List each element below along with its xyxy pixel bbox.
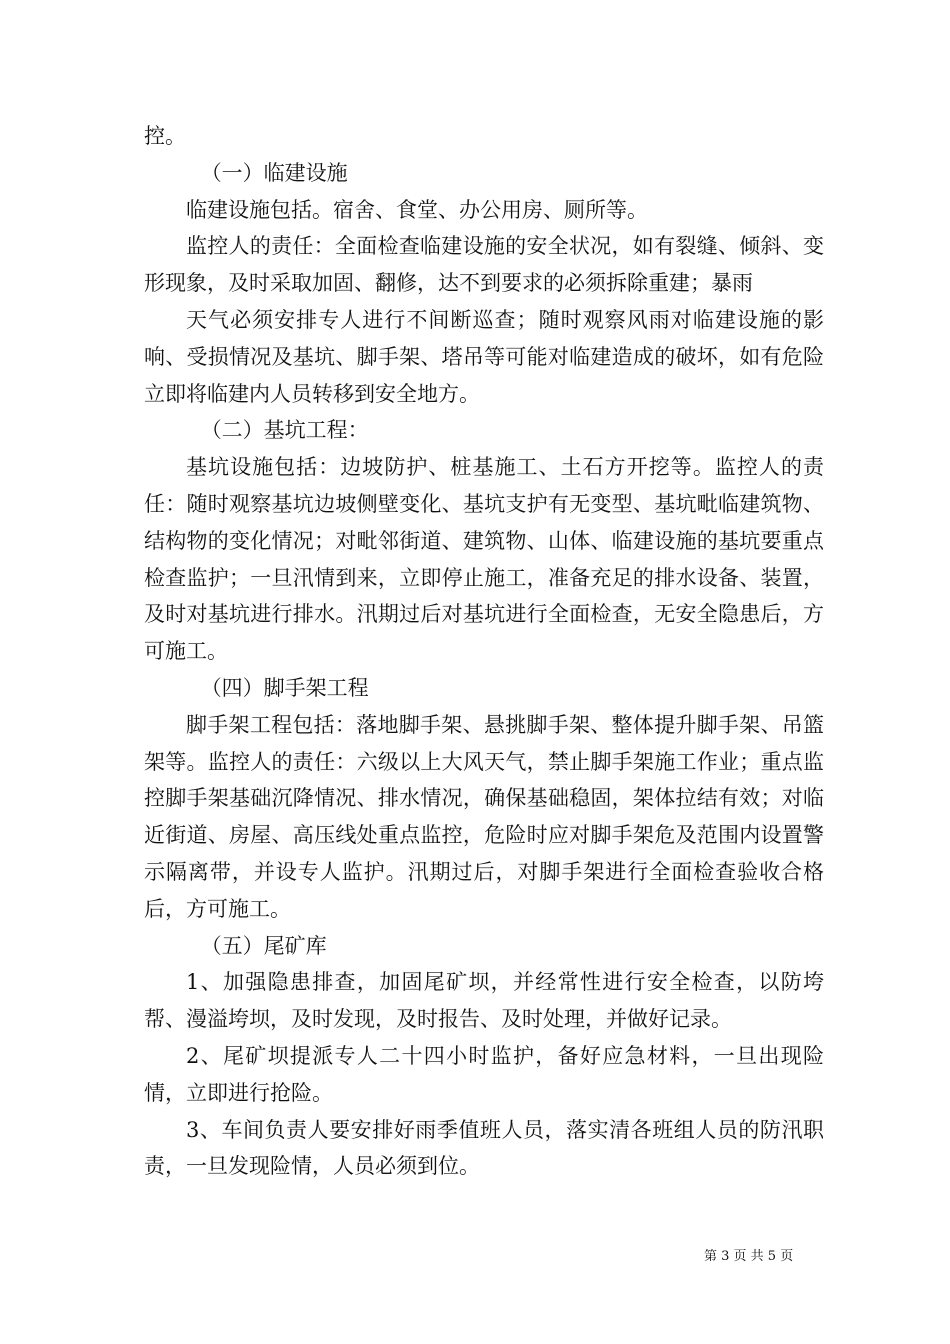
section-heading-tailings-pond: （五）尾矿库 — [200, 933, 327, 958]
paragraph: 天气必须安排专人进行不间断巡查；随时观察风雨对临建设施的影响、受损情况及基坑、脚手架、塔吊等可能对临建造成的破坏，如有危险立即将临建内人员转移到安全地方。 — [144, 307, 824, 406]
document-body — [144, 118, 824, 1185]
paragraph: 监控人的责任：全面检查临建设施的安全状况，如有裂缝、倾斜、变形现象，及时采取加固、翻修，达不到要求的必须拆除重建；暴雨 — [144, 234, 824, 296]
paragraph-continuation: 控。 — [144, 124, 186, 148]
paragraph: 基坑设施包括：边坡防护、桩基施工、土石方开挖等。监控人的责任：随时观察基坑边坡侧壁变化、基坑支护有无变型、基坑毗临建筑物、结构物的变化情况；对毗邻街道、建筑物、山体、临建设施的基坑要重点检查监护；一旦汛情到来，立即停止施工，准备充足的排水设备、装置，及时对基坑进行排水。汛期过后对基坑进行全面检查，无安全隐患后，方可施工。 — [144, 455, 824, 664]
paragraph: 脚手架工程包括：落地脚手架、悬挑脚手架、整体提升脚手架、吊篮架等。监控人的责任：六级以上大风天气，禁止脚手架施工作业；重点监控脚手架基础沉降情况、排水情况，确保基础稳固，架体拉结有效；对临近街道、房屋、高压线处重点监控，危险时应对脚手架危及范围内设置警示隔离带，并设专人监护。汛期过后，对脚手架进行全面检查验收合格后，方可施工。 — [144, 712, 824, 921]
paragraph: 临建设施包括。宿舍、食堂、办公用房、厕所等。 — [186, 197, 648, 222]
list-item: 1、加强隐患排查，加固尾矿坝，并经常性进行安全检查，以防垮帮、漫溢垮坝，及时发现，及时报告、及时处理，并做好记录。 — [144, 970, 824, 1032]
section-heading-foundation-pit: （二）基坑工程： — [200, 418, 369, 443]
list-item: 2、尾矿坝提派专人二十四小时监护，备好应急材料，一旦出现险情，立即进行抢险。 — [144, 1043, 824, 1105]
list-item: 3、车间负责人要安排好雨季值班人员，落实清各班组人员的防汛职责，一旦发现险情，人员必须到位。 — [144, 1117, 824, 1179]
section-heading-scaffolding: （四）脚手架工程 — [200, 675, 369, 700]
section-heading-temporary-facilities: （一）临建设施 — [200, 160, 348, 185]
page-number-footer: 第 3 页 共 5 页 — [704, 1249, 794, 1264]
